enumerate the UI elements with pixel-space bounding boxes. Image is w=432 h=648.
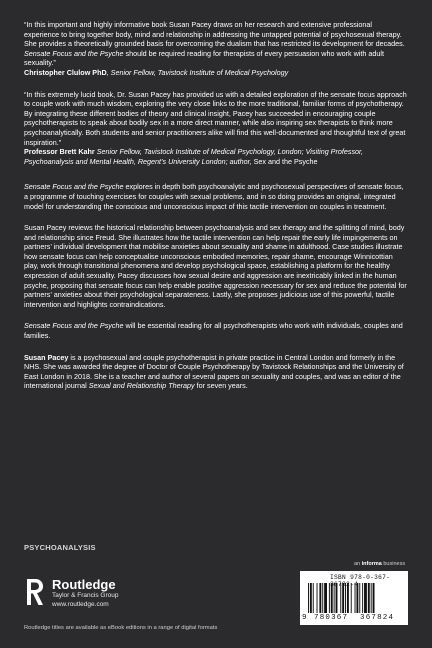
barcode-bars [308, 583, 404, 613]
barcode-bar [310, 583, 312, 613]
barcode-bar [342, 583, 344, 613]
barcode-bar [345, 583, 346, 613]
endorsement-quote: “In this extremely lucid book, Dr. Susan Pacey has provided us with a detailed exploration of the sensate focus approach to couple work with much wisdom, exploring the very close links to the more traditional, familiar forms of psychotherapy. By integrating these different bodies of theory and clinical insight, Pacey has succeeded in encouraging couple psychotherapists to speak about bodily sex in a more direct manner, while also inspiring sex therapists to think more psychoanalytically. Both students and senior practitioners alike will find this well-documented and thoughtful text of great inspiration.” [24, 89, 407, 147]
barcode-bar [319, 583, 321, 613]
barcode-bar [329, 583, 330, 613]
endorsement-attribution: Christopher Clulow PhD, Senior Fellow, Tavistock Institute of Medical Psychology [24, 67, 289, 77]
endorsement-clulow [24, 20, 408, 78]
barcode-bar [331, 583, 333, 613]
description-paragraph-1: Sensate Focus and the Psyche explores in depth both psychoanalytic and psychosexual perspectives of sensate focus, a programme of touching exercises for couples with sexual problems, and in so doing provides an original, integrated model for understanding the conscious and unconscious impact of this tactile intervention on couples in treatment. [24, 182, 404, 211]
barcode-bar [347, 583, 349, 613]
barcode-bar [362, 583, 363, 613]
barcode-bar [324, 583, 327, 613]
publisher-url: www.routledge.com [52, 601, 109, 608]
barcode-bar [364, 583, 367, 613]
isbn-barcode [300, 571, 408, 625]
barcode-bar [336, 583, 338, 613]
barcode-bar [317, 583, 318, 613]
barcode-bar [355, 583, 356, 613]
barcode-bar [334, 583, 335, 613]
description-paragraph-2: Susan Pacey reviews the historical relationship between psychoanalysis and sex therapy and the splitting of mind, body and relationship since Freud. She illustrates how the tactile intervention can help repair the early life impingements on partners’ individual development that mobilise anxieties about sexuality and shame in adulthood. Case studies illustrate how sensate focus can help conceptualise unconscious embodied memories, repair shame, encourage Winnicottian play, work through transitional phenomena and develop psychological space, establishing a platform for the healthy expression of adult sexuality. Pacey discusses how sexual desire and aggression are inextricably linked in the human psyche, proposing that sensate focus can help enable positive aggression necessary for sex and reduce the potential for partners’ anxieties about their psychological separateness. Lastly, she proposes judicious use of this powerful, tactile intervention and highlights contraindications. [24, 223, 407, 309]
category-label: PSYCHOANALYSIS [24, 543, 96, 552]
barcode-bar [322, 583, 323, 613]
endorsement-attribution: Professor Brett Kahr Senior Fellow, Tavistock Institute of Medical Psychology, London; Visiting Professor, Psychoanalysis and Mental Health, Regent’s University London; author, Sex and the Psyche [24, 147, 364, 166]
barcode-bar [340, 583, 341, 613]
endorsement-quote: “In this important and highly informative book Susan Pacey draws on her research and extensive professional experience to bring together body, mind and relationship in addressing the untapped potential of psychosexual therapy. She provides a theoretically grounded basis for overcoming the dualism that has restricted its development for decades. Sensate Focus and the Psyche should be required reading for therapists of every persuasion who work with adult sexuality.” [24, 20, 405, 68]
barcode-bar [356, 583, 358, 613]
informa-tag: an informa business [354, 561, 406, 567]
cover-text [24, 20, 408, 403]
barcode-digits: 9 780367 367824 [302, 614, 395, 622]
publisher-group: Taylor & Francis Group [52, 592, 119, 599]
barcode-bar [308, 583, 309, 613]
publisher-logo [24, 575, 164, 611]
author-bio: Susan Pacey is a psychosexual and couple psychotherapist in private practice in Central London and formerly in the NHS. She was awarded the degree of Doctor of Couple Psychotherapy by Tavistock Relationships and the University of East London in 2018. She is a teacher and author of several papers on sexuality and couples, and was an editor of the international journal Sexual and Relationship Therapy for seven years. [24, 352, 404, 391]
isbn-label: ISBN 978-0-367- 782-4 [330, 574, 391, 588]
ebook-footnote: Routledge titles are available as eBook editions in a range of digital formats [24, 625, 218, 631]
publisher-name: Routledge [52, 577, 116, 592]
barcode-bar [313, 583, 314, 613]
barcode-bar [371, 583, 372, 613]
barcode-bar [368, 583, 370, 613]
barcode-bar [359, 583, 360, 613]
endorsement-kahr [24, 90, 408, 167]
routledge-r-icon [24, 577, 46, 607]
barcode-bar [373, 583, 375, 613]
description-paragraph-3: Sensate Focus and the Psyche will be essential reading for all psychotherapists who work with individuals, couples and families. [24, 321, 403, 341]
barcode-bar [351, 583, 352, 613]
